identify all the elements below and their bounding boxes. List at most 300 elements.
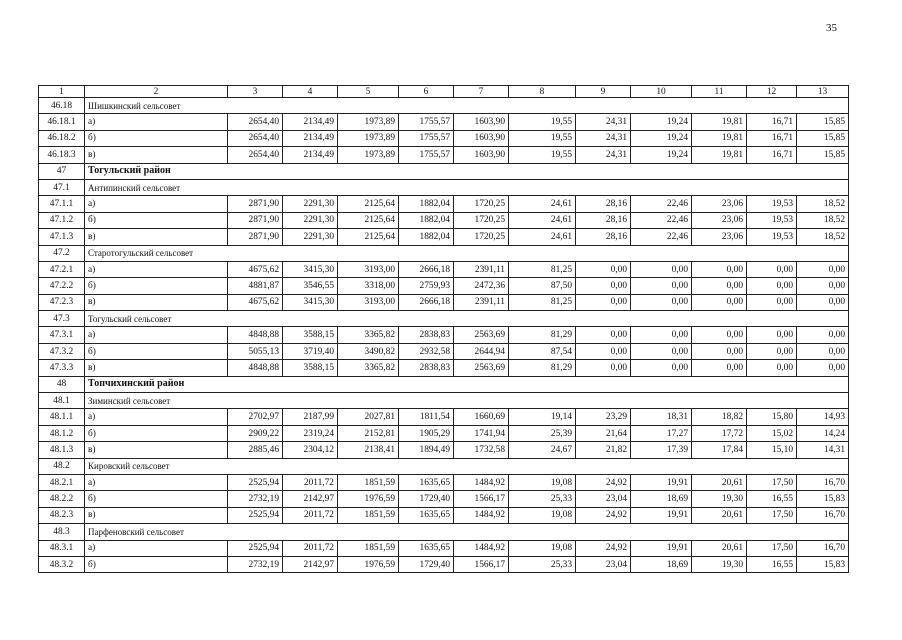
- value-cell: 4848,88: [228, 360, 283, 376]
- row-code: 47.2.3: [39, 294, 85, 310]
- value-cell: 2138,41: [338, 442, 399, 458]
- row-code: 48.1.2: [39, 425, 85, 441]
- value-cell: 24,92: [576, 474, 631, 490]
- value-cell: 23,06: [692, 212, 747, 228]
- value-cell: 23,04: [576, 491, 631, 507]
- value-cell: 16,70: [797, 507, 849, 523]
- row-variant: б): [85, 130, 228, 146]
- value-cell: 2909,22: [228, 425, 283, 441]
- column-header: 6: [399, 86, 454, 98]
- value-cell: 4848,88: [228, 327, 283, 343]
- value-cell: 1741,94: [454, 425, 509, 441]
- table-row: [39, 442, 849, 458]
- value-cell: 3415,30: [283, 261, 338, 277]
- value-cell: 21,64: [576, 425, 631, 441]
- value-cell: 2563,69: [454, 360, 509, 376]
- value-cell: 1732,58: [454, 442, 509, 458]
- column-header: 9: [576, 86, 631, 98]
- value-cell: 23,06: [692, 196, 747, 212]
- settlement-row: [39, 393, 849, 409]
- value-cell: 0,00: [692, 278, 747, 294]
- row-variant: а): [85, 114, 228, 130]
- value-cell: 1851,59: [338, 540, 399, 556]
- value-cell: 2134,49: [283, 114, 338, 130]
- value-cell: 17,50: [747, 507, 797, 523]
- value-cell: 0,00: [692, 360, 747, 376]
- value-cell: 1603,90: [454, 114, 509, 130]
- table-row: [39, 294, 849, 310]
- value-cell: 1635,65: [399, 540, 454, 556]
- row-variant: в): [85, 360, 228, 376]
- row-name: Парфеновский сельсовет: [85, 524, 849, 540]
- row-code: 47.3.2: [39, 343, 85, 359]
- value-cell: 14,93: [797, 409, 849, 425]
- value-cell: 2391,11: [454, 261, 509, 277]
- value-cell: 16,55: [747, 491, 797, 507]
- value-cell: 81,29: [509, 327, 576, 343]
- value-cell: 24,67: [509, 442, 576, 458]
- table-row: [39, 114, 849, 130]
- value-cell: 2838,83: [399, 327, 454, 343]
- value-cell: 1720,25: [454, 212, 509, 228]
- value-cell: 28,16: [576, 212, 631, 228]
- value-cell: 4881,87: [228, 278, 283, 294]
- column-number-row: [39, 86, 849, 98]
- value-cell: 0,00: [576, 343, 631, 359]
- value-cell: 2027,81: [338, 409, 399, 425]
- value-cell: 0,00: [631, 360, 692, 376]
- value-cell: 19,91: [631, 507, 692, 523]
- value-cell: 23,04: [576, 556, 631, 572]
- value-cell: 19,24: [631, 147, 692, 163]
- value-cell: 87,54: [509, 343, 576, 359]
- row-code: 46.18: [39, 98, 85, 114]
- value-cell: 25,33: [509, 556, 576, 572]
- value-cell: 3193,00: [338, 294, 399, 310]
- value-cell: 1882,04: [399, 212, 454, 228]
- table-row: [39, 360, 849, 376]
- value-cell: 18,52: [797, 229, 849, 245]
- value-cell: 5055,13: [228, 343, 283, 359]
- value-cell: 3546,55: [283, 278, 338, 294]
- value-cell: 24,92: [576, 507, 631, 523]
- value-cell: 1811,54: [399, 409, 454, 425]
- value-cell: 0,00: [631, 261, 692, 277]
- value-cell: 14,31: [797, 442, 849, 458]
- value-cell: 2666,18: [399, 261, 454, 277]
- value-cell: 1973,89: [338, 147, 399, 163]
- value-cell: 0,00: [747, 294, 797, 310]
- row-code: 48.3.2: [39, 556, 85, 572]
- value-cell: 17,84: [692, 442, 747, 458]
- value-cell: 0,00: [747, 278, 797, 294]
- table-row: [39, 491, 849, 507]
- tariff-table: [38, 85, 849, 573]
- row-variant: б): [85, 343, 228, 359]
- value-cell: 15,80: [747, 409, 797, 425]
- value-cell: 2654,40: [228, 147, 283, 163]
- row-code: 47.3.1: [39, 327, 85, 343]
- row-code: 47.2.1: [39, 261, 85, 277]
- value-cell: 1973,89: [338, 130, 399, 146]
- table-row: [39, 556, 849, 572]
- value-cell: 2152,81: [338, 425, 399, 441]
- value-cell: 0,00: [631, 327, 692, 343]
- table-row: [39, 474, 849, 490]
- value-cell: 28,16: [576, 196, 631, 212]
- value-cell: 16,71: [747, 130, 797, 146]
- row-code: 47: [39, 163, 85, 179]
- value-cell: 0,00: [576, 294, 631, 310]
- value-cell: 15,02: [747, 425, 797, 441]
- value-cell: 1660,69: [454, 409, 509, 425]
- table-row: [39, 147, 849, 163]
- value-cell: 3588,15: [283, 327, 338, 343]
- value-cell: 2125,64: [338, 196, 399, 212]
- value-cell: 3588,15: [283, 360, 338, 376]
- value-cell: 1755,57: [399, 114, 454, 130]
- value-cell: 2563,69: [454, 327, 509, 343]
- value-cell: 18,52: [797, 212, 849, 228]
- value-cell: 18,52: [797, 196, 849, 212]
- value-cell: 19,30: [692, 491, 747, 507]
- value-cell: 2125,64: [338, 212, 399, 228]
- row-name: Топчихинский район: [85, 376, 849, 392]
- row-code: 48.1: [39, 393, 85, 409]
- column-header: 10: [631, 86, 692, 98]
- value-cell: 0,00: [797, 294, 849, 310]
- value-cell: 1566,17: [454, 556, 509, 572]
- row-code: 48: [39, 376, 85, 392]
- value-cell: 1894,49: [399, 442, 454, 458]
- value-cell: 0,00: [631, 343, 692, 359]
- settlement-row: [39, 458, 849, 474]
- value-cell: 1755,57: [399, 147, 454, 163]
- row-variant: в): [85, 229, 228, 245]
- value-cell: 2187,99: [283, 409, 338, 425]
- table-row: [39, 327, 849, 343]
- value-cell: 15,85: [797, 114, 849, 130]
- row-code: 47.1.1: [39, 196, 85, 212]
- row-variant: в): [85, 147, 228, 163]
- value-cell: 22,46: [631, 229, 692, 245]
- value-cell: 0,00: [631, 294, 692, 310]
- value-cell: 0,00: [747, 261, 797, 277]
- row-variant: а): [85, 196, 228, 212]
- value-cell: 1635,65: [399, 507, 454, 523]
- value-cell: 0,00: [797, 261, 849, 277]
- row-code: 47.1.3: [39, 229, 85, 245]
- value-cell: 22,46: [631, 212, 692, 228]
- table-row: [39, 540, 849, 556]
- value-cell: 18,31: [631, 409, 692, 425]
- column-header: 5: [338, 86, 399, 98]
- table-row: [39, 130, 849, 146]
- value-cell: 19,55: [509, 147, 576, 163]
- value-cell: 25,39: [509, 425, 576, 441]
- value-cell: 19,55: [509, 130, 576, 146]
- value-cell: 18,82: [692, 409, 747, 425]
- column-header: 4: [283, 86, 338, 98]
- column-header: 3: [228, 86, 283, 98]
- value-cell: 1603,90: [454, 130, 509, 146]
- value-cell: 4675,62: [228, 294, 283, 310]
- value-cell: 2125,64: [338, 229, 399, 245]
- value-cell: 17,39: [631, 442, 692, 458]
- value-cell: 1976,59: [338, 556, 399, 572]
- value-cell: 2871,90: [228, 229, 283, 245]
- value-cell: 16,71: [747, 114, 797, 130]
- row-code: 48.3.1: [39, 540, 85, 556]
- value-cell: 1566,17: [454, 491, 509, 507]
- table-body: [39, 98, 849, 573]
- district-row: [39, 376, 849, 392]
- value-cell: 2319,24: [283, 425, 338, 441]
- value-cell: 2732,19: [228, 556, 283, 572]
- column-header: 2: [85, 86, 228, 98]
- row-code: 46.18.2: [39, 130, 85, 146]
- row-name: Шишкинский сельсовет: [85, 98, 849, 114]
- value-cell: 0,00: [576, 327, 631, 343]
- table-row: [39, 229, 849, 245]
- value-cell: 14,24: [797, 425, 849, 441]
- value-cell: 0,00: [747, 360, 797, 376]
- value-cell: 2759,93: [399, 278, 454, 294]
- value-cell: 0,00: [576, 278, 631, 294]
- value-cell: 15,83: [797, 491, 849, 507]
- value-cell: 2291,30: [283, 212, 338, 228]
- column-header: 11: [692, 86, 747, 98]
- value-cell: 1720,25: [454, 229, 509, 245]
- value-cell: 21,82: [576, 442, 631, 458]
- value-cell: 1973,89: [338, 114, 399, 130]
- row-code: 46.18.1: [39, 114, 85, 130]
- value-cell: 0,00: [692, 261, 747, 277]
- value-cell: 19,91: [631, 540, 692, 556]
- table-row: [39, 343, 849, 359]
- settlement-row: [39, 98, 849, 114]
- value-cell: 0,00: [576, 360, 631, 376]
- value-cell: 15,83: [797, 556, 849, 572]
- row-variant: б): [85, 491, 228, 507]
- settlement-row: [39, 179, 849, 195]
- value-cell: 2011,72: [283, 507, 338, 523]
- value-cell: 2838,83: [399, 360, 454, 376]
- row-code: 46.18.3: [39, 147, 85, 163]
- row-code: 48.2.1: [39, 474, 85, 490]
- row-variant: а): [85, 409, 228, 425]
- value-cell: 20,61: [692, 507, 747, 523]
- page-number: 35: [826, 22, 837, 34]
- value-cell: 15,10: [747, 442, 797, 458]
- row-variant: а): [85, 261, 228, 277]
- table-row: [39, 507, 849, 523]
- row-code: 47.1.2: [39, 212, 85, 228]
- column-header: 13: [797, 86, 849, 98]
- value-cell: 1755,57: [399, 130, 454, 146]
- row-name: Тогульский район: [85, 163, 849, 179]
- column-header: 7: [454, 86, 509, 98]
- value-cell: 18,69: [631, 491, 692, 507]
- value-cell: 20,61: [692, 474, 747, 490]
- value-cell: 17,72: [692, 425, 747, 441]
- value-cell: 19,08: [509, 540, 576, 556]
- value-cell: 1851,59: [338, 474, 399, 490]
- value-cell: 19,53: [747, 196, 797, 212]
- value-cell: 2932,58: [399, 343, 454, 359]
- value-cell: 0,00: [692, 294, 747, 310]
- value-cell: 0,00: [631, 278, 692, 294]
- value-cell: 2871,90: [228, 196, 283, 212]
- row-code: 48.1.3: [39, 442, 85, 458]
- row-code: 48.3: [39, 524, 85, 540]
- row-code: 48.2.3: [39, 507, 85, 523]
- value-cell: 19,91: [631, 474, 692, 490]
- value-cell: 2525,94: [228, 507, 283, 523]
- value-cell: 1851,59: [338, 507, 399, 523]
- table-row: [39, 261, 849, 277]
- value-cell: 0,00: [797, 327, 849, 343]
- value-cell: 3318,00: [338, 278, 399, 294]
- value-cell: 2654,40: [228, 114, 283, 130]
- value-cell: 87,50: [509, 278, 576, 294]
- settlement-row: [39, 524, 849, 540]
- row-code: 47.1: [39, 179, 85, 195]
- value-cell: 2011,72: [283, 540, 338, 556]
- value-cell: 28,16: [576, 229, 631, 245]
- value-cell: 1882,04: [399, 196, 454, 212]
- value-cell: 17,50: [747, 540, 797, 556]
- value-cell: 2871,90: [228, 212, 283, 228]
- value-cell: 0,00: [797, 278, 849, 294]
- value-cell: 24,31: [576, 114, 631, 130]
- value-cell: 17,27: [631, 425, 692, 441]
- district-row: [39, 163, 849, 179]
- value-cell: 20,61: [692, 540, 747, 556]
- value-cell: 19,81: [692, 130, 747, 146]
- row-code: 47.2.2: [39, 278, 85, 294]
- row-variant: а): [85, 327, 228, 343]
- row-code: 48.1.1: [39, 409, 85, 425]
- value-cell: 2732,19: [228, 491, 283, 507]
- value-cell: 0,00: [747, 343, 797, 359]
- value-cell: 0,00: [692, 327, 747, 343]
- value-cell: 2666,18: [399, 294, 454, 310]
- value-cell: 81,25: [509, 261, 576, 277]
- value-cell: 81,25: [509, 294, 576, 310]
- value-cell: 1882,04: [399, 229, 454, 245]
- value-cell: 24,61: [509, 196, 576, 212]
- value-cell: 17,50: [747, 474, 797, 490]
- value-cell: 0,00: [692, 343, 747, 359]
- row-variant: в): [85, 442, 228, 458]
- value-cell: 2644,94: [454, 343, 509, 359]
- value-cell: 3719,40: [283, 343, 338, 359]
- value-cell: 2304,12: [283, 442, 338, 458]
- value-cell: 0,00: [797, 343, 849, 359]
- value-cell: 1484,92: [454, 507, 509, 523]
- row-variant: в): [85, 507, 228, 523]
- value-cell: 19,81: [692, 114, 747, 130]
- value-cell: 2885,46: [228, 442, 283, 458]
- value-cell: 19,53: [747, 212, 797, 228]
- value-cell: 24,92: [576, 540, 631, 556]
- value-cell: 24,61: [509, 229, 576, 245]
- value-cell: 24,61: [509, 212, 576, 228]
- row-code: 47.3: [39, 311, 85, 327]
- value-cell: 25,33: [509, 491, 576, 507]
- row-variant: б): [85, 556, 228, 572]
- table-row: [39, 425, 849, 441]
- value-cell: 19,24: [631, 114, 692, 130]
- row-code: 47.3.3: [39, 360, 85, 376]
- value-cell: 0,00: [797, 360, 849, 376]
- value-cell: 19,24: [631, 130, 692, 146]
- value-cell: 22,46: [631, 196, 692, 212]
- value-cell: 16,70: [797, 540, 849, 556]
- value-cell: 19,08: [509, 507, 576, 523]
- value-cell: 24,31: [576, 130, 631, 146]
- settlement-row: [39, 311, 849, 327]
- value-cell: 2472,36: [454, 278, 509, 294]
- value-cell: 1603,90: [454, 147, 509, 163]
- value-cell: 3490,82: [338, 343, 399, 359]
- row-variant: а): [85, 540, 228, 556]
- row-code: 48.2: [39, 458, 85, 474]
- value-cell: 2702,97: [228, 409, 283, 425]
- value-cell: 0,00: [576, 261, 631, 277]
- value-cell: 23,06: [692, 229, 747, 245]
- row-variant: б): [85, 278, 228, 294]
- value-cell: 2291,30: [283, 196, 338, 212]
- value-cell: 16,71: [747, 147, 797, 163]
- row-code: 48.2.2: [39, 491, 85, 507]
- value-cell: 2525,94: [228, 474, 283, 490]
- table-row: [39, 278, 849, 294]
- row-variant: в): [85, 294, 228, 310]
- row-name: Тогульский сельсовет: [85, 311, 849, 327]
- value-cell: 1729,40: [399, 556, 454, 572]
- value-cell: 1976,59: [338, 491, 399, 507]
- settlement-row: [39, 245, 849, 261]
- value-cell: 1720,25: [454, 196, 509, 212]
- value-cell: 3365,82: [338, 327, 399, 343]
- value-cell: 2134,49: [283, 147, 338, 163]
- value-cell: 2654,40: [228, 130, 283, 146]
- value-cell: 24,31: [576, 147, 631, 163]
- value-cell: 19,55: [509, 114, 576, 130]
- value-cell: 1635,65: [399, 474, 454, 490]
- value-cell: 2142,97: [283, 556, 338, 572]
- value-cell: 2142,97: [283, 491, 338, 507]
- value-cell: 2134,49: [283, 130, 338, 146]
- row-name: Кировский сельсовет: [85, 458, 849, 474]
- value-cell: 3415,30: [283, 294, 338, 310]
- table-row: [39, 409, 849, 425]
- table-row: [39, 196, 849, 212]
- value-cell: 81,29: [509, 360, 576, 376]
- value-cell: 18,69: [631, 556, 692, 572]
- value-cell: 19,53: [747, 229, 797, 245]
- value-cell: 23,29: [576, 409, 631, 425]
- value-cell: 16,55: [747, 556, 797, 572]
- column-header: 8: [509, 86, 576, 98]
- value-cell: 19,14: [509, 409, 576, 425]
- row-name: Старотогульский сельсовет: [85, 245, 849, 261]
- value-cell: 3193,00: [338, 261, 399, 277]
- value-cell: 3365,82: [338, 360, 399, 376]
- value-cell: 19,08: [509, 474, 576, 490]
